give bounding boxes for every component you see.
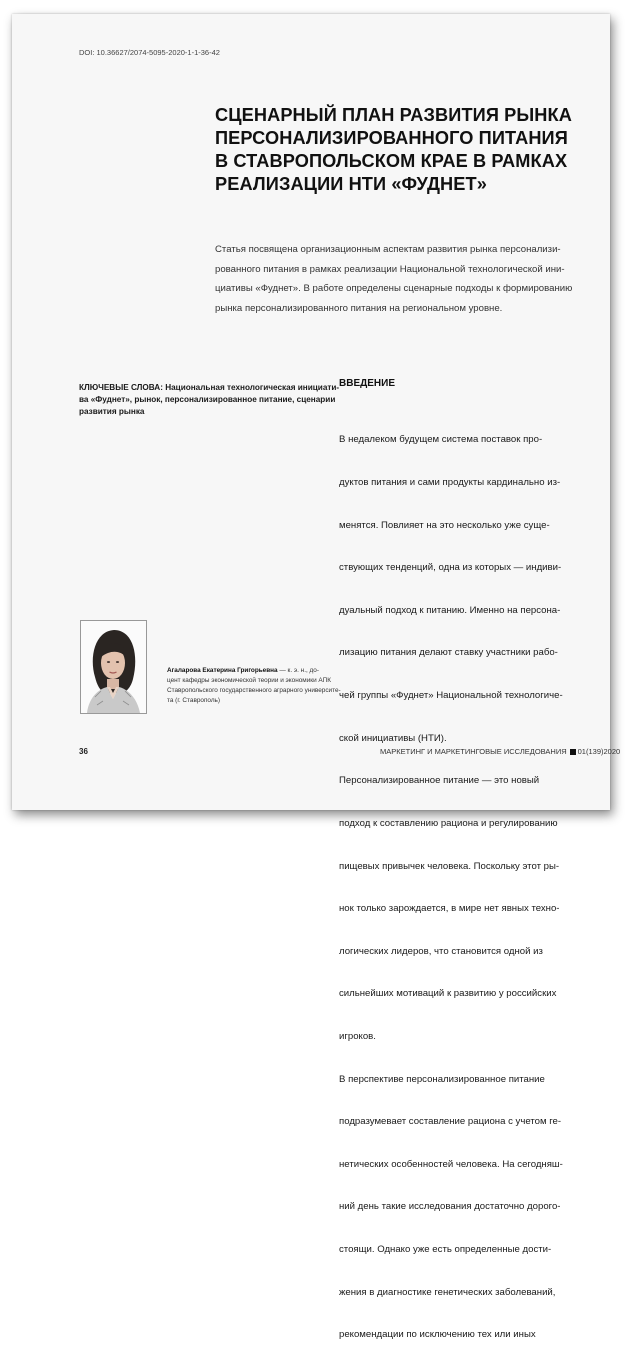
body-line: рекомендации по исключению тех или иных: [339, 1329, 536, 1341]
body-line: чей группы «Фуднет» Национальной технологиче-: [339, 690, 563, 702]
journal-page: [12, 14, 621, 1341]
body-line: жения в диагностике генетических заболеваний,: [339, 1286, 556, 1298]
body-line: ний день такие исследования достаточно дорого-: [339, 1201, 561, 1213]
abstract-line: рынка персонализированного питания на региональном уровне.: [215, 302, 503, 314]
abstract-line: Статья посвящена организационным аспектам развития рынка персонализи-: [215, 244, 561, 255]
author-title-start: — к. э. н., до-: [277, 667, 319, 674]
author-info-line: та (г. Ставрополь): [167, 697, 221, 704]
author-portrait-image: [81, 621, 146, 713]
keywords-line: КЛЮЧЕВЫЕ СЛОВА: Национальная технологическая инициати-: [79, 383, 340, 392]
author-name: Агаларова Екатерина Григорьевна: [167, 667, 278, 674]
body-line: нетических особенностей человека. На сегодняш-: [339, 1158, 563, 1170]
author-info-line: Ставропольского государственного аграрного университе-: [167, 687, 341, 694]
body-line: В недалеком будущем система поставок про-: [339, 434, 543, 446]
abstract-line: циативы «Фуднет». В работе определены сценарные подходы к формированию: [215, 283, 573, 294]
body-line: дуктов питания и сами продукты кардинально из-: [339, 477, 561, 489]
author-info-line: [167, 666, 332, 676]
square-bullet-icon: [570, 749, 576, 755]
body-line: В перспективе персонализированное питание: [339, 1073, 545, 1085]
body-line: менятся. Повлияет на это несколько уже суще-: [339, 519, 550, 531]
body-line: подразумевает составление рациона с учетом ге-: [339, 1116, 562, 1128]
body-line: сильнейших мотиваций к развитию у российских: [339, 988, 557, 1000]
title-line: В СТАВРОПОЛЬСКОМ КРАЕ В РАМКАХ: [215, 151, 568, 171]
body-line: нок только зарождается, в мире нет явных техно-: [339, 903, 560, 915]
body-line: ствующих тенденций, одна из которых — индиви-: [339, 562, 562, 574]
body-text: [339, 405, 597, 1371]
page-number: 36: [79, 747, 88, 756]
title-line: ПЕРСОНАЛИЗИРОВАННОГО ПИТАНИЯ: [215, 128, 568, 148]
keywords-line: ва «Фуднет», рынок, персонализированное питание, сценарии: [79, 395, 336, 404]
journal-issue: 01(139)2020: [577, 747, 621, 756]
author-photo: [80, 620, 147, 714]
body-line: лизацию питания делают ставку участники рабо-: [339, 647, 558, 659]
journal-footer: [380, 747, 620, 756]
body-line: подход к составлению рациона и регулированию: [339, 817, 558, 829]
body-line: Персонализированное питание — это новый: [339, 775, 540, 787]
abstract: [215, 240, 601, 318]
body-line: ской инициативы (НТИ).: [339, 732, 447, 744]
body-line: дуальный подход к питанию. Именно на персона-: [339, 604, 561, 616]
section-heading-introduction: ВВЕДЕНИЕ: [339, 378, 395, 389]
doi-line: DOI: 10.36627/2074-5095-2020-1-1-36-42: [79, 48, 220, 57]
body-line: стоящи. Однако уже есть определенные дости-: [339, 1243, 552, 1255]
abstract-line: рованного питания в рамках реализации Национальной технологической ини-: [215, 263, 565, 275]
body-line: пищевых привычек человека. Поскольку этот ры-: [339, 860, 560, 872]
keywords-block: [79, 382, 340, 418]
journal-name: МАРКЕТИНГ И МАРКЕТИНГОВЫЕ ИССЛЕДОВАНИЯ: [380, 747, 567, 756]
keywords-line: развития рынка: [79, 407, 145, 416]
body-line: игроков.: [339, 1030, 376, 1042]
author-info-line: цент кафедры экономической теории и экономики АПК: [167, 677, 331, 684]
title-line: СЦЕНАРНЫЙ ПЛАН РАЗВИТИЯ РЫНКА: [215, 105, 572, 125]
article-title: [215, 104, 575, 196]
author-info: [167, 666, 341, 706]
body-line: логических лидеров, что становится одной из: [339, 945, 543, 957]
title-line: РЕАЛИЗАЦИИ НТИ «ФУДНЕТ»: [215, 174, 487, 194]
